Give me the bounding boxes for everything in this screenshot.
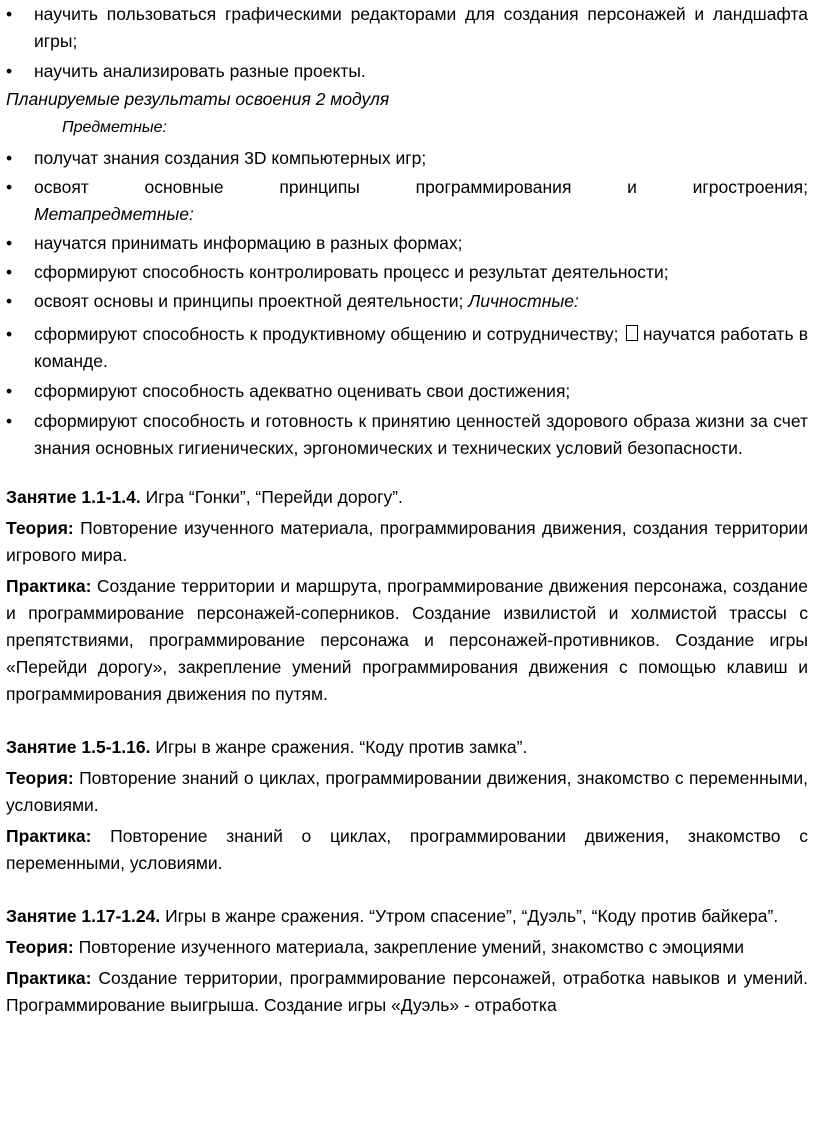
personal-heading: Личностные: [468,291,579,311]
list-item-text: получат знания создания 3D компьютерных игр; [34,148,427,168]
theory-label: Теория: [6,768,74,788]
practice-label: Практика: [6,826,92,846]
lesson-theory [0,515,816,569]
theory-text: Повторение знаний о циклах, программировании движения, знакомство с переменными, условиями. [6,768,808,815]
bullet-icon: • [6,324,13,344]
lesson-title: Игры в жанре сражения. “Утром спасение”, “Дуэль”, “Коду против байкера”. [165,906,779,926]
theory-text: Повторение изученного материала, закрепление умений, знакомство с эмоциями [78,937,745,957]
list-item-text: сформируют способность контролировать процесс и результат деятельности; [34,262,669,282]
bullet-icon: • [6,291,13,311]
theory-label: Теория: [6,518,74,538]
lesson-heading [0,484,816,511]
list-item [0,1,816,55]
list-item [0,58,816,85]
lesson-theory [0,934,816,961]
bullet-icon: • [6,177,13,197]
list-item-text: научить анализировать разные проекты. [34,61,366,81]
theory-label: Теория: [6,937,74,957]
list-item [0,408,816,462]
practice-text: Создание территории и маршрута, программирование движения персонажа, создание и программирование персонажей-соперников. Создание извилистой и холмистой трассы с препятствиями, программирование персонажа и персонажей-противников. Создание игры «Перейди дорогу», закрепление умений программирования движения с помощью клавиш и программирования движения по путям. [6,576,808,704]
list-item [0,259,816,286]
bullet-icon: • [6,148,13,168]
lesson-practice [0,965,816,1019]
bullet-icon: • [6,262,13,282]
list-item-text: сформируют способность и готовность к принятию ценностей здорового образа жизни за счет знания основных гигиенических, эргономических и технических условий безопасности. [34,411,808,458]
bullet-icon: • [6,381,13,401]
results-heading: Планируемые результаты освоения 2 модуля [6,89,390,109]
list-item [0,230,816,257]
list-item-text: сформируют способность адекватно оценивать свои достижения; [34,381,571,401]
bullet-icon: • [6,233,13,253]
practice-text: Создание территории, программирование персонажей, отработка навыков и умений. Программирование выигрыша. Создание игры «Дуэль» - отработка [6,968,808,1015]
lesson-practice [0,823,816,877]
lesson-heading [0,903,816,930]
list-item-text: сформируют способность к продуктивному общению и сотрудничеству; [34,324,619,344]
theory-text: Повторение изученного материала, программирования движения, создания территории игрового мира. [6,518,808,565]
lesson-practice [0,573,816,708]
bullet-icon: • [6,61,13,81]
list-item [0,321,816,375]
subject-heading: Предметные: [62,119,167,136]
list-item-text: освоят основные принципы программирования и игростроения; [34,177,808,197]
bullet-icon: • [6,411,13,431]
practice-label: Практика: [6,576,92,596]
list-item-text: научатся принимать информацию в разных формах; [34,233,463,253]
lesson-label: Занятие 1.5-1.16. [6,737,151,757]
lesson-label: Занятие 1.1-1.4. [6,487,141,507]
practice-text: Повторение знаний о циклах, программировании движения, знакомство с переменными, условиями. [6,826,808,873]
list-item [0,145,816,172]
list-item-text: научить пользоваться графическими редакторами для создания персонажей и ландшафта игры; [34,4,808,51]
lesson-theory [0,765,816,819]
list-item-text: освоят основы и принципы проектной деятельности; [34,291,464,311]
bullet-icon: • [6,4,13,24]
meta-heading: Метапредметные: [34,204,194,224]
missing-glyph-icon [626,325,638,341]
list-item [0,288,816,315]
practice-label: Практика: [6,968,92,988]
lesson-title: Игра “Гонки”, “Перейди дорогу”. [145,487,403,507]
list-item-text: научатся работать в команде. [34,324,808,371]
lesson-label: Занятие 1.17-1.24. [6,906,161,926]
lesson-heading [0,734,816,761]
list-item [0,378,816,405]
lesson-title: Игры в жанре сражения. “Коду против замка”. [155,737,528,757]
list-item [0,174,816,228]
